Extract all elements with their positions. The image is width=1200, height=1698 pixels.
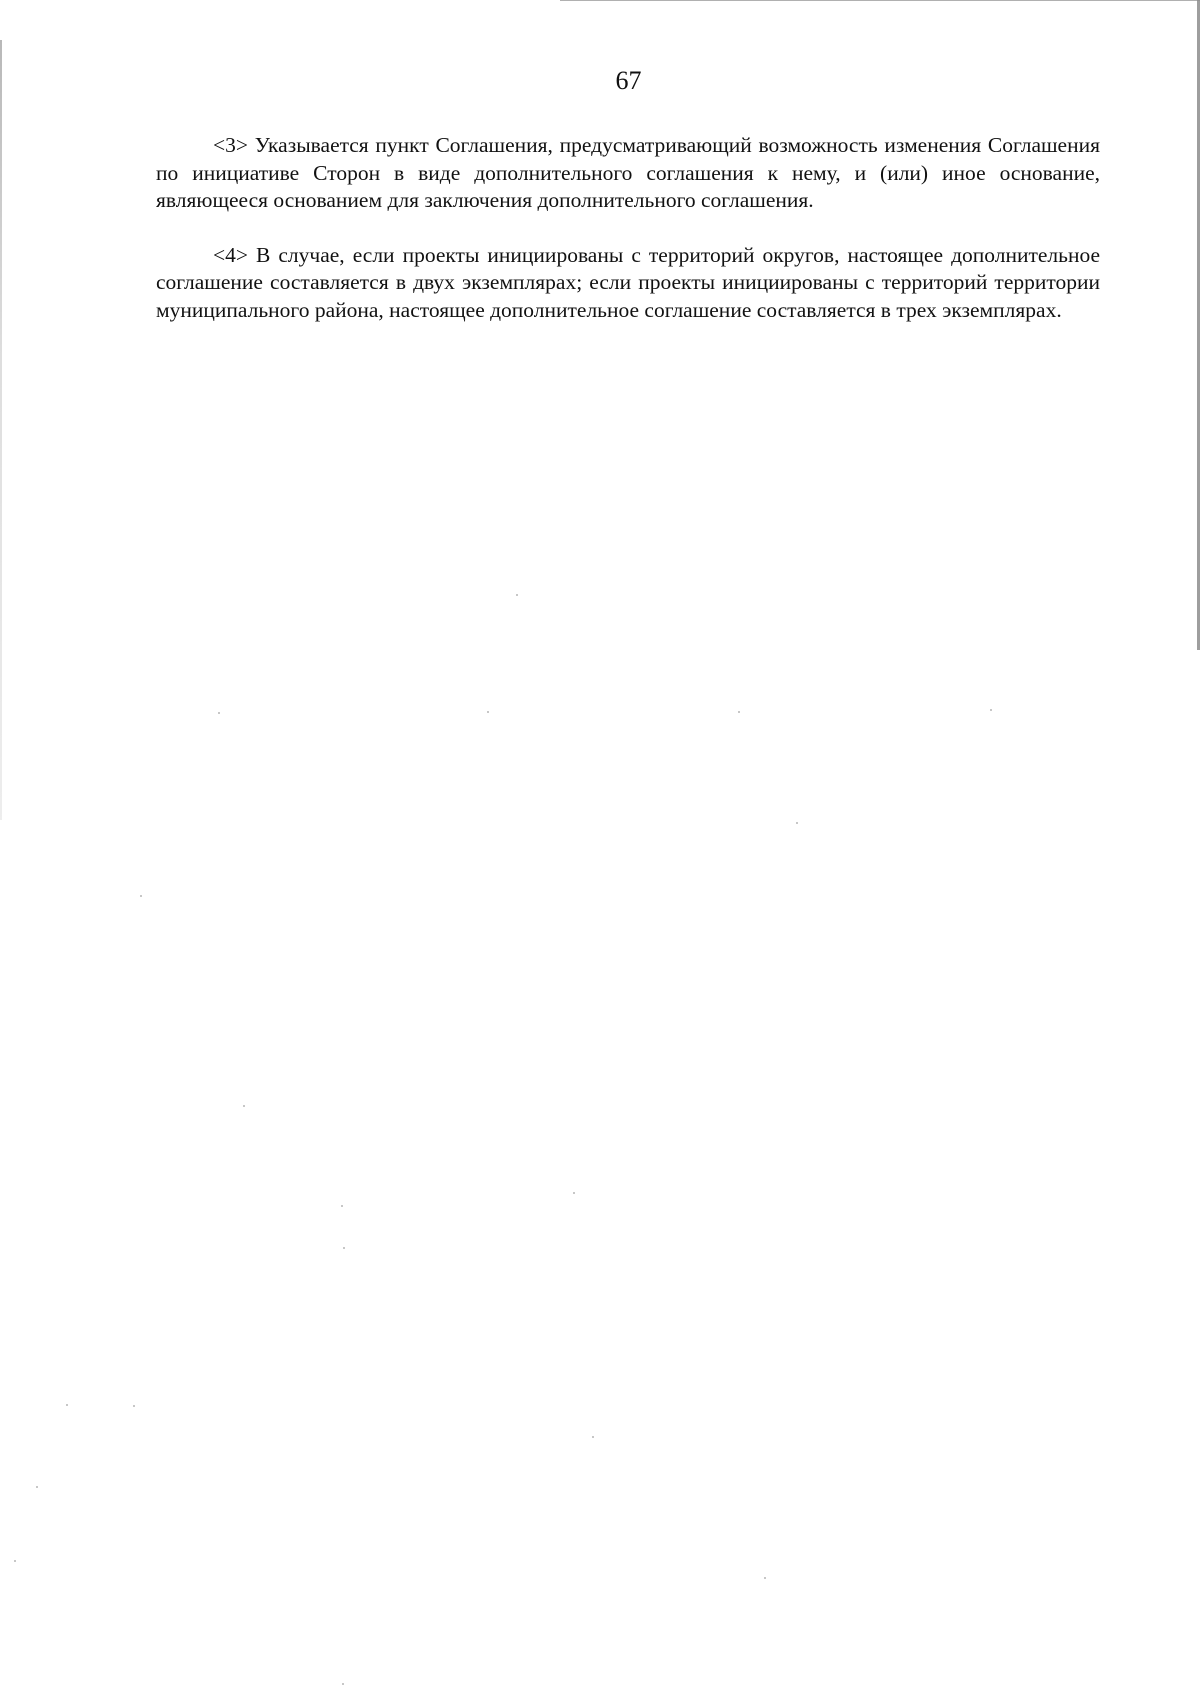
scan-speck xyxy=(341,1205,343,1207)
footnote-3: <3> Указывается пункт Соглашения, предусматривающий возможность изменения Соглашения по инициативе Сторон в виде дополнительного соглашения к нему, и (или) иное основание, являющееся основанием для заключения дополнительного соглашения. xyxy=(156,133,1100,212)
scan-speck xyxy=(14,1560,16,1562)
scan-edge-left xyxy=(0,40,2,820)
scan-speck xyxy=(218,712,220,714)
scan-speck xyxy=(764,1577,766,1579)
scan-speck xyxy=(140,895,142,897)
scan-speck xyxy=(342,1683,344,1685)
scan-speck xyxy=(243,1105,245,1107)
scan-speck xyxy=(592,1436,594,1438)
footnotes-block xyxy=(156,132,1100,351)
scan-edge-top xyxy=(560,0,1200,1)
scan-speck xyxy=(487,711,489,713)
footnote-4: <4> В случае, если проекты инициированы с территорий округов, настоящее дополнительное соглашение составляется в двух экземплярах; если проекты инициированы с территорий территории муниципального района, настоящее дополнительное соглашение составляется в трех экземплярах. xyxy=(156,242,1100,322)
scan-speck xyxy=(738,711,740,713)
scan-speck xyxy=(990,709,992,711)
scan-speck xyxy=(796,822,798,824)
scan-speck xyxy=(516,594,518,596)
scan-speck xyxy=(133,1405,135,1407)
scan-speck xyxy=(36,1486,38,1488)
scan-speck xyxy=(343,1247,345,1249)
scan-speck xyxy=(573,1192,575,1194)
scan-speck xyxy=(66,1404,68,1406)
page-number: 67 xyxy=(615,66,642,95)
